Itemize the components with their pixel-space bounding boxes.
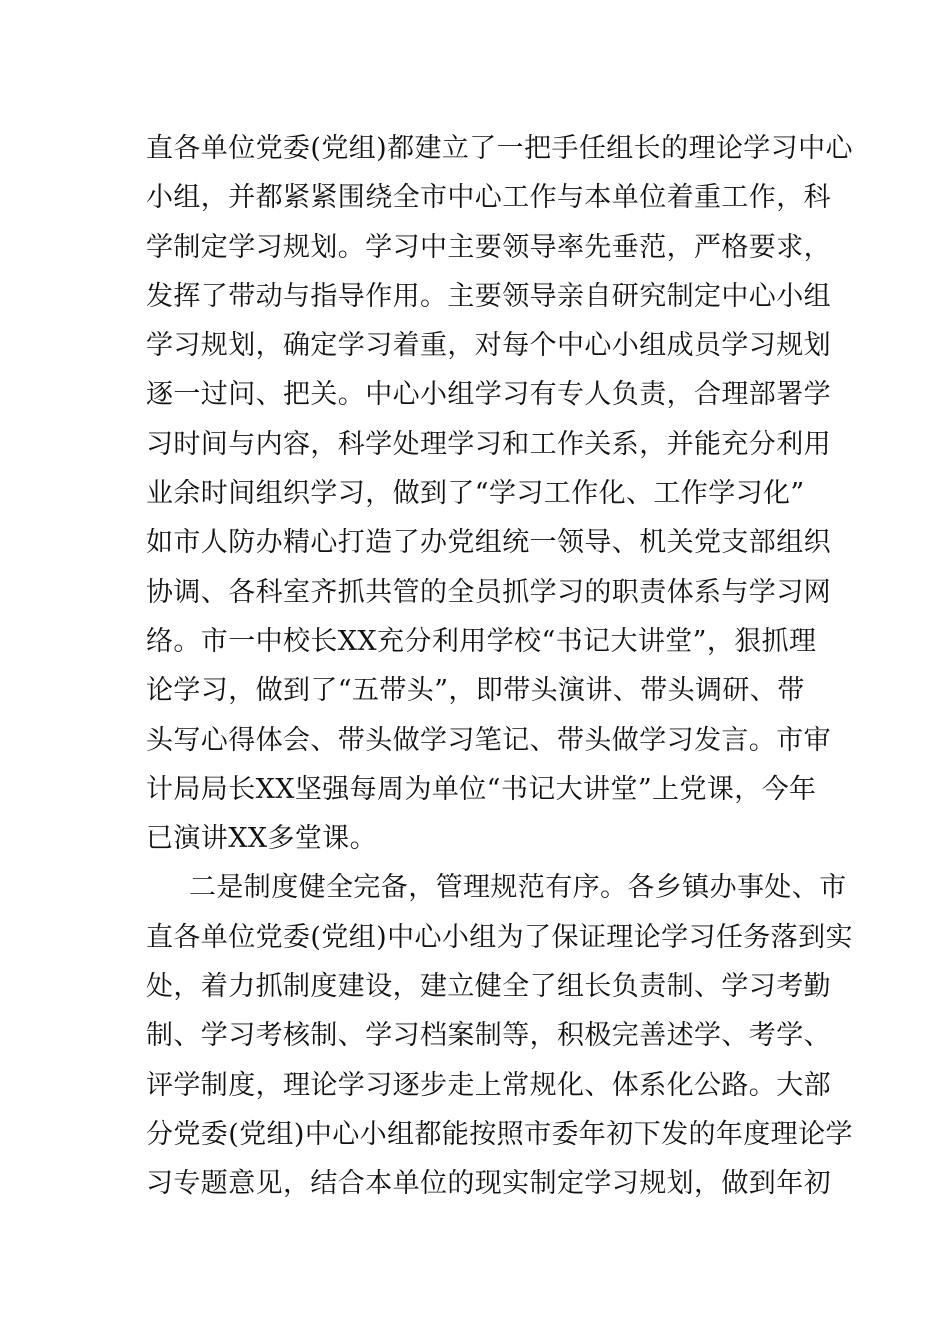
text-line: 计局局长XX坚强每周为单位“书记大讲堂”上党课，今年 (146, 773, 817, 805)
text-line: 学习规划，确定学习着重，对每个中心小组成员学习规划 (146, 330, 831, 362)
text-line: 协调、各科室齐抓共管的全员抓学习的职责体系与学习网 (146, 576, 831, 608)
text-line: 络。市一中校长XX充分利用学校“书记大讲堂”，狠抓理 (146, 625, 817, 657)
text-line: 直各单位党委(党组)中心小组为了保证理论学习任务落到实 (146, 921, 853, 953)
text-line: 已演讲XX多堂课。 (146, 823, 378, 855)
text-line: 发挥了带动与指导作用。主要领导亲自研究制定中心小组 (146, 280, 831, 312)
text-line: 小组，并都紧紧围绕全市中心工作与本单位着重工作，科 (146, 182, 831, 214)
text-line: 习时间与内容，科学处理学习和工作关系，并能充分利用 (146, 428, 831, 460)
body-text (146, 124, 853, 1209)
text-line: 处，着力抓制度建设，建立健全了组长负责制、学习考勤 (146, 971, 831, 1003)
text-line: 制、学习考核制、学习档案制等，积极完善述学、考学、 (146, 1020, 831, 1052)
paragraph-start-line: 二是制度健全完备，管理规范有序。各乡镇办事处、市 (189, 872, 847, 904)
text-line: 论学习，做到了“五带头”，即带头演讲、带头调研、带 (146, 675, 805, 707)
text-line: 直各单位党委(党组)都建立了一把手任组长的理论学习中心 (146, 133, 853, 164)
text-line: 头写心得体会、带头做学习笔记、带头做学习发言。市审 (146, 724, 831, 756)
text-line: 业余时间组织学习，做到了“学习工作化、工作学习化” (146, 478, 805, 510)
text-line: 评学制度，理论学习逐步走上常规化、体系化公路。大部 (146, 1069, 831, 1101)
text-line: 逐一过问、把关。中心小组学习有专人负责，合理部署学 (146, 379, 831, 411)
text-line: 学制定学习规划。学习中主要领导率先垂范，严格要求， (146, 231, 831, 263)
text-line: 习专题意见，结合本单位的现实制定学习规划，做到年初 (146, 1168, 831, 1200)
text-line: 如市人防办精心打造了办党组统一领导、机关党支部组织 (146, 527, 831, 559)
text-line: 分党委(党组)中心小组都能按照市委年初下发的年度理论学 (146, 1118, 853, 1150)
